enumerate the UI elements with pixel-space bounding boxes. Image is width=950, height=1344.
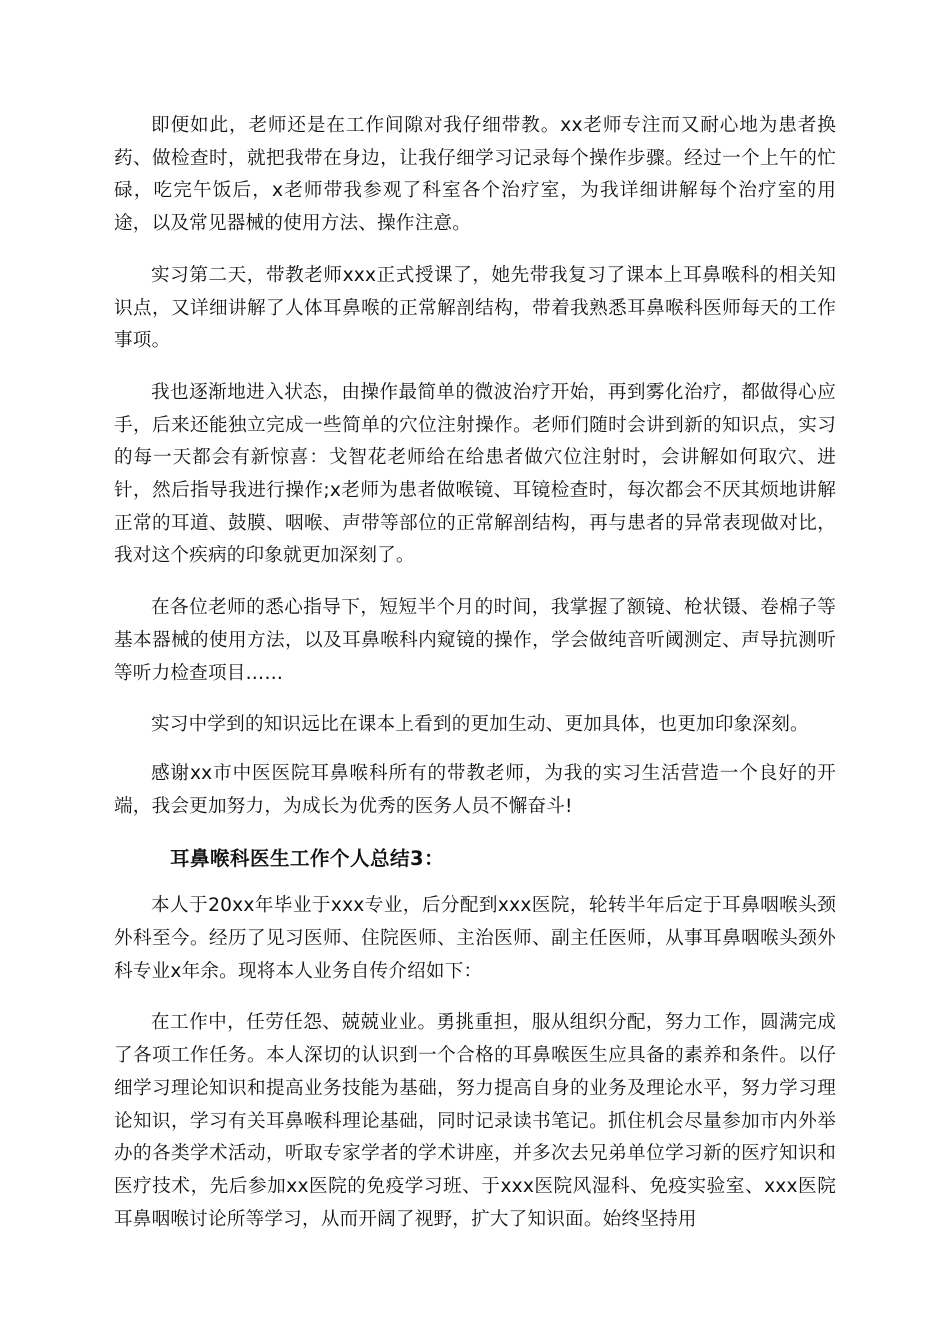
paragraph: 本人于20xx年毕业于xxx专业，后分配到xxx医院，轮转半年后定于耳鼻咽喉头颈外科至今。经历了见习医师、住院医师、主治医师、副主任医师，从事耳鼻咽喉头颈外科专业x年余。现将本人业务自传介绍如下： <box>114 895 836 982</box>
document-body <box>114 110 836 1255</box>
section-heading: 耳鼻喉科医生工作个人总结3： <box>170 847 445 871</box>
paragraph: 实习第二天，带教老师xxx正式授课了，她先带我复习了课本上耳鼻喉科的相关知识点，又详细讲解了人体耳鼻喉的正常解剖结构，带着我熟悉耳鼻喉科医师每天的工作事项。 <box>114 264 836 352</box>
paragraph: 感谢xx市中医医院耳鼻喉科所有的带教老师，为我的实习生活营造一个良好的开端，我会更加努力，为成长为优秀的医务人员不懈奋斗! <box>114 762 836 817</box>
paragraph: 我也逐渐地进入状态，由操作最简单的微波治疗开始，再到雾化治疗，都做得心应手，后来还能独立完成一些简单的穴位注射操作。老师们随时会讲到新的知识点，实习的每一天都会有新惊喜：戈智花老师给在给患者做穴位注射时，会讲解如何取穴、进针，然后指导我进行操作;x老师为患者做喉镜、耳镜检查时，每次都会不厌其烦地讲解正常的耳道、鼓膜、咽喉、声带等部位的正常解剖结构，再与患者的异常表现做对比，我对这个疾病的印象就更加深刻了。 <box>114 381 836 567</box>
paragraph: 实习中学到的知识远比在课本上看到的更加生动、更加具体，也更加印象深刻。 <box>151 714 809 736</box>
paragraph: 在各位老师的悉心指导下，短短半个月的时间，我掌握了额镜、枪状镊、卷棉子等基本器械的使用方法，以及耳鼻喉科内窥镜的操作，学会做纯音听阈测定、声导抗测听等听力检查项目…… <box>114 597 836 684</box>
paragraph: 即便如此，老师还是在工作间隙对我仔细带教。xx老师专注而又耐心地为患者换药、做检查时，就把我带在身边，让我仔细学习记录每个操作步骤。经过一个上午的忙碌，吃完午饭后，x老师带我参观了科室各个治疗室，为我详细讲解每个治疗室的用途，以及常见器械的使用方法、操作注意。 <box>114 115 836 235</box>
paragraph: 在工作中，任劳任怨、兢兢业业。勇挑重担，服从组织分配，努力工作，圆满完成了各项工作任务。本人深切的认识到一个合格的耳鼻喉医生应具备的素养和条件。以仔细学习理论知识和提高业务技能为基础，努力提高自身的业务及理论水平，努力学习理论知识，学习有关耳鼻喉科理论基础，同时记录读书笔记。抓住机会尽量参加市内外举办的各类学术活动，听取专家学者的学术讲座，并多次去兄弟单位学习新的医疗知识和医疗技术，先后参加xx医院的免疫学习班、于xxx医院风湿科、免疫实验室、xxx医院耳鼻咽喉讨论所等学习，从而开阔了视野，扩大了知识面。始终坚持用 <box>114 1012 836 1230</box>
